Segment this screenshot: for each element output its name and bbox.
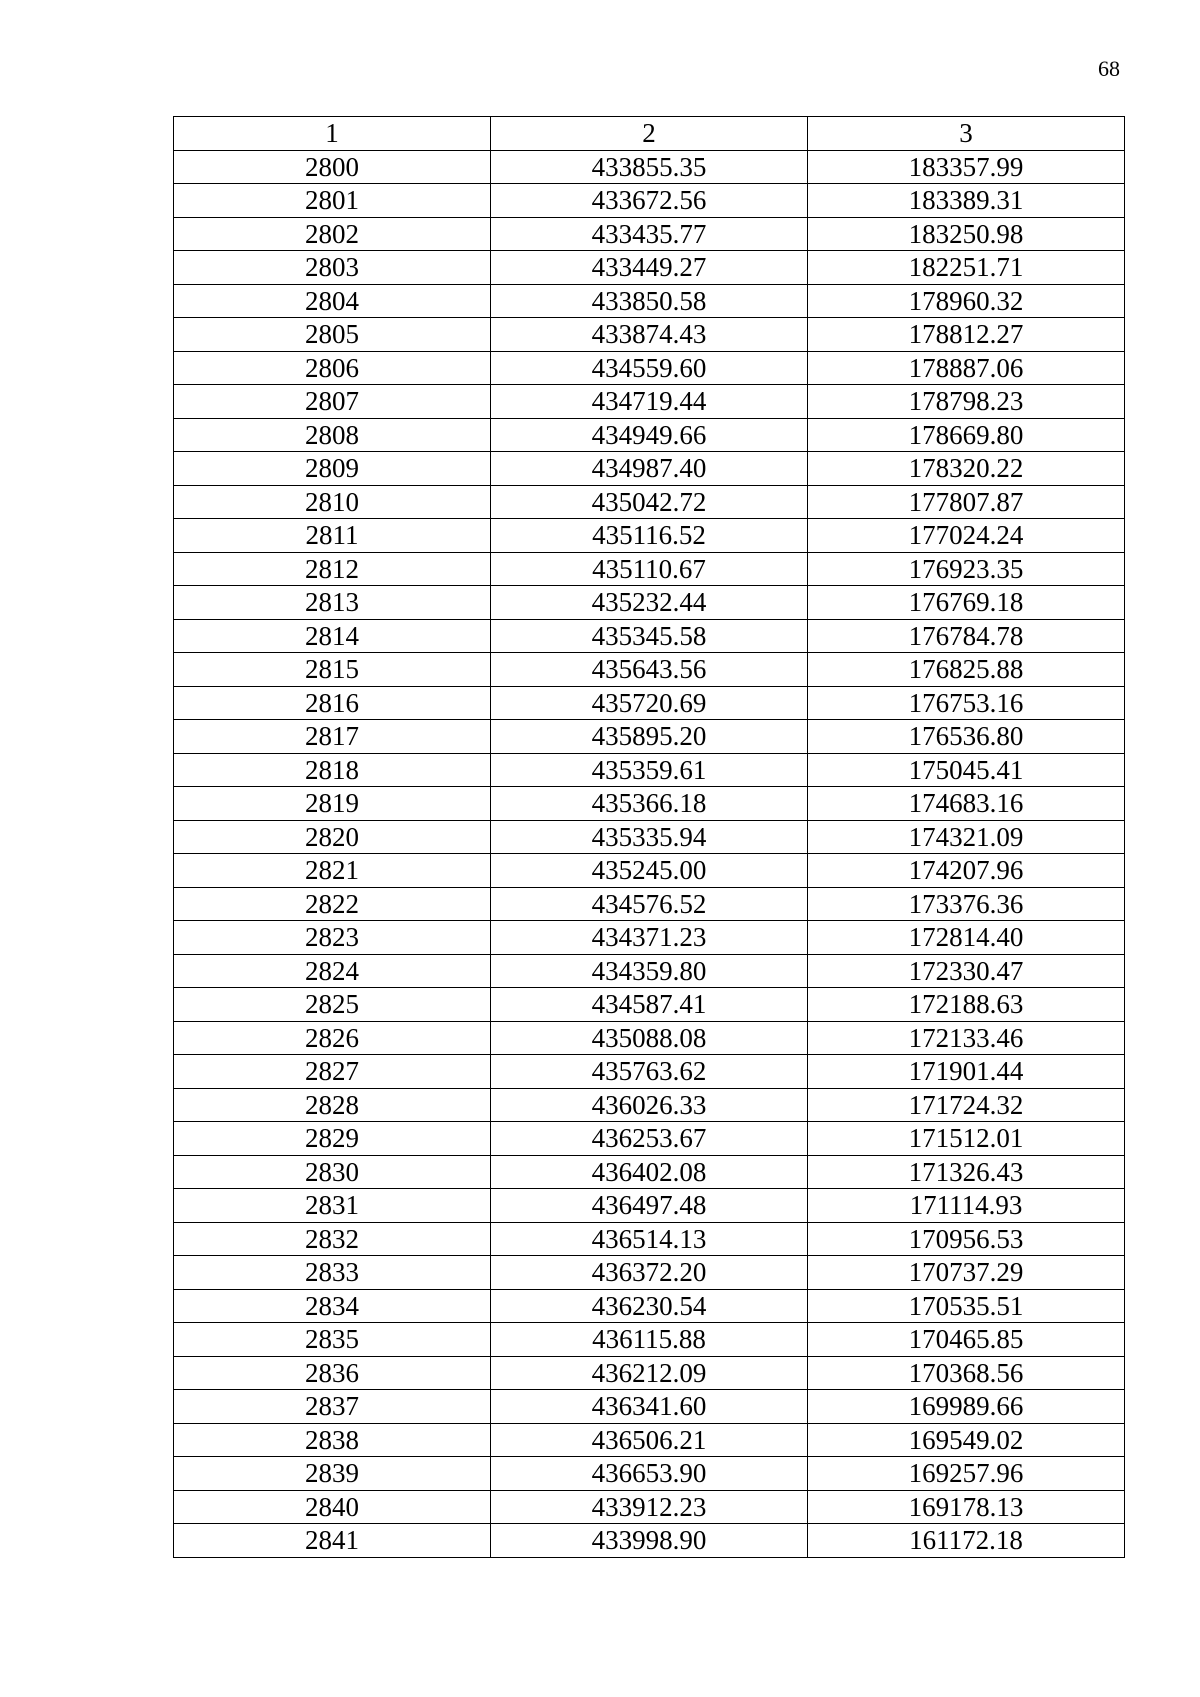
table-cell: 2815	[174, 653, 491, 687]
table-cell: 2804	[174, 284, 491, 318]
table-cell: 433449.27	[491, 251, 808, 285]
table-cell: 2810	[174, 485, 491, 519]
table-row	[174, 753, 1125, 787]
table-cell: 435366.18	[491, 787, 808, 821]
table-cell: 2828	[174, 1088, 491, 1122]
table-cell: 171901.44	[808, 1055, 1125, 1089]
table-cell: 435895.20	[491, 720, 808, 754]
table-cell: 435359.61	[491, 753, 808, 787]
table-row	[174, 318, 1125, 352]
table-row	[174, 720, 1125, 754]
table-cell: 2817	[174, 720, 491, 754]
table-cell: 435245.00	[491, 854, 808, 888]
table-cell: 2800	[174, 150, 491, 184]
table-row	[174, 954, 1125, 988]
table-cell: 435720.69	[491, 686, 808, 720]
table-cell: 435116.52	[491, 519, 808, 553]
table-cell: 170465.85	[808, 1323, 1125, 1357]
table-row	[174, 1088, 1125, 1122]
table-cell: 169989.66	[808, 1390, 1125, 1424]
table-cell: 2808	[174, 418, 491, 452]
table-cell: 177024.24	[808, 519, 1125, 553]
table-row	[174, 1423, 1125, 1457]
table-cell: 436026.33	[491, 1088, 808, 1122]
column-header-1: 1	[174, 117, 491, 151]
table-cell: 436402.08	[491, 1155, 808, 1189]
table-cell: 2834	[174, 1289, 491, 1323]
table-cell: 170737.29	[808, 1256, 1125, 1290]
table-cell: 2832	[174, 1222, 491, 1256]
column-header-2: 2	[491, 117, 808, 151]
coordinates-table	[173, 116, 1125, 1558]
table-row	[174, 552, 1125, 586]
table-cell: 2816	[174, 686, 491, 720]
table-cell: 178669.80	[808, 418, 1125, 452]
table-row	[174, 1222, 1125, 1256]
table-cell: 171326.43	[808, 1155, 1125, 1189]
table-row	[174, 586, 1125, 620]
table-cell: 176769.18	[808, 586, 1125, 620]
table-cell: 434587.41	[491, 988, 808, 1022]
table-row	[174, 1021, 1125, 1055]
table-cell: 2835	[174, 1323, 491, 1357]
table-row	[174, 418, 1125, 452]
table-cell: 172814.40	[808, 921, 1125, 955]
table-cell: 173376.36	[808, 887, 1125, 921]
table-cell: 171114.93	[808, 1189, 1125, 1223]
table-cell: 170368.56	[808, 1356, 1125, 1390]
table-cell: 2839	[174, 1457, 491, 1491]
table-row	[174, 1457, 1125, 1491]
table-row	[174, 887, 1125, 921]
table-row	[174, 653, 1125, 687]
table-cell: 2841	[174, 1524, 491, 1558]
table-cell: 433912.23	[491, 1490, 808, 1524]
table-cell: 174321.09	[808, 820, 1125, 854]
table-cell: 435763.62	[491, 1055, 808, 1089]
table-cell: 183250.98	[808, 217, 1125, 251]
table-cell: 435042.72	[491, 485, 808, 519]
table-row	[174, 385, 1125, 419]
table-cell: 178798.23	[808, 385, 1125, 419]
table-cell: 172133.46	[808, 1021, 1125, 1055]
table-cell: 436115.88	[491, 1323, 808, 1357]
table-cell: 435345.58	[491, 619, 808, 653]
table-cell: 436653.90	[491, 1457, 808, 1491]
table-cell: 2825	[174, 988, 491, 1022]
table-cell: 2809	[174, 452, 491, 486]
table-row	[174, 251, 1125, 285]
table-cell: 2807	[174, 385, 491, 419]
table-cell: 433874.43	[491, 318, 808, 352]
table-cell: 436253.67	[491, 1122, 808, 1156]
table-cell: 178960.32	[808, 284, 1125, 318]
table-cell: 435110.67	[491, 552, 808, 586]
table-row	[174, 921, 1125, 955]
table-cell: 2823	[174, 921, 491, 955]
table-cell: 175045.41	[808, 753, 1125, 787]
table-row	[174, 351, 1125, 385]
table-row	[174, 1289, 1125, 1323]
table-row	[174, 619, 1125, 653]
table-row	[174, 820, 1125, 854]
table-cell: 2830	[174, 1155, 491, 1189]
table-row	[174, 1356, 1125, 1390]
table-cell: 176825.88	[808, 653, 1125, 687]
table-cell: 2803	[174, 251, 491, 285]
table-cell: 2822	[174, 887, 491, 921]
table-cell: 2821	[174, 854, 491, 888]
table-cell: 169178.13	[808, 1490, 1125, 1524]
table-cell: 433998.90	[491, 1524, 808, 1558]
table-row	[174, 1155, 1125, 1189]
table-row	[174, 1490, 1125, 1524]
table-cell: 182251.71	[808, 251, 1125, 285]
table-cell: 434987.40	[491, 452, 808, 486]
table-cell: 2824	[174, 954, 491, 988]
table-cell: 2806	[174, 351, 491, 385]
table-row	[174, 1122, 1125, 1156]
table-cell: 171724.32	[808, 1088, 1125, 1122]
table-cell: 433850.58	[491, 284, 808, 318]
table-cell: 433435.77	[491, 217, 808, 251]
table-cell: 436506.21	[491, 1423, 808, 1457]
table-cell: 178320.22	[808, 452, 1125, 486]
column-header-3: 3	[808, 117, 1125, 151]
table-cell: 2813	[174, 586, 491, 620]
table-cell: 434559.60	[491, 351, 808, 385]
table-cell: 176753.16	[808, 686, 1125, 720]
table-cell: 178887.06	[808, 351, 1125, 385]
table-cell: 170535.51	[808, 1289, 1125, 1323]
table-row	[174, 1390, 1125, 1424]
table-row	[174, 854, 1125, 888]
table-cell: 434371.23	[491, 921, 808, 955]
table-row	[174, 284, 1125, 318]
table-cell: 435088.08	[491, 1021, 808, 1055]
table-cell: 2840	[174, 1490, 491, 1524]
table-cell: 170956.53	[808, 1222, 1125, 1256]
table-cell: 178812.27	[808, 318, 1125, 352]
table-cell: 176923.35	[808, 552, 1125, 586]
table-cell: 2826	[174, 1021, 491, 1055]
table-cell: 2818	[174, 753, 491, 787]
table-row	[174, 150, 1125, 184]
table-cell: 2819	[174, 787, 491, 821]
table-cell: 436497.48	[491, 1189, 808, 1223]
table-cell: 434359.80	[491, 954, 808, 988]
table-cell: 433855.35	[491, 150, 808, 184]
table-row	[174, 1055, 1125, 1089]
table-cell: 435335.94	[491, 820, 808, 854]
table-cell: 172330.47	[808, 954, 1125, 988]
table-cell: 2802	[174, 217, 491, 251]
table-cell: 434719.44	[491, 385, 808, 419]
table-cell: 171512.01	[808, 1122, 1125, 1156]
table-row	[174, 1524, 1125, 1558]
table-row	[174, 217, 1125, 251]
table-row	[174, 184, 1125, 218]
table-row	[174, 452, 1125, 486]
table-row	[174, 686, 1125, 720]
table-cell: 2827	[174, 1055, 491, 1089]
table-cell: 2801	[174, 184, 491, 218]
table-cell: 436514.13	[491, 1222, 808, 1256]
table-cell: 174207.96	[808, 854, 1125, 888]
table-cell: 177807.87	[808, 485, 1125, 519]
table-cell: 436372.20	[491, 1256, 808, 1290]
table-cell: 434949.66	[491, 418, 808, 452]
table-cell: 174683.16	[808, 787, 1125, 821]
table-row	[174, 1323, 1125, 1357]
table-cell: 169257.96	[808, 1457, 1125, 1491]
table-cell: 2833	[174, 1256, 491, 1290]
table-row	[174, 519, 1125, 553]
table-cell: 2814	[174, 619, 491, 653]
table-cell: 2829	[174, 1122, 491, 1156]
table-row	[174, 1256, 1125, 1290]
table-cell: 2831	[174, 1189, 491, 1223]
page-number: 68	[1098, 56, 1120, 81]
table-cell: 2836	[174, 1356, 491, 1390]
table-cell: 183357.99	[808, 150, 1125, 184]
table-row	[174, 988, 1125, 1022]
table-row	[174, 1189, 1125, 1223]
table-cell: 436212.09	[491, 1356, 808, 1390]
table-row	[174, 787, 1125, 821]
table-cell: 172188.63	[808, 988, 1125, 1022]
table-header-row	[174, 117, 1125, 151]
table-cell: 435232.44	[491, 586, 808, 620]
table-cell: 435643.56	[491, 653, 808, 687]
table-row	[174, 485, 1125, 519]
table-cell: 2820	[174, 820, 491, 854]
table-cell: 2838	[174, 1423, 491, 1457]
table-cell: 169549.02	[808, 1423, 1125, 1457]
table-cell: 436341.60	[491, 1390, 808, 1424]
table-cell: 2811	[174, 519, 491, 553]
table-cell: 176784.78	[808, 619, 1125, 653]
table-body	[174, 150, 1125, 1557]
table-cell: 2812	[174, 552, 491, 586]
table-cell: 436230.54	[491, 1289, 808, 1323]
table-cell: 161172.18	[808, 1524, 1125, 1558]
table-cell: 433672.56	[491, 184, 808, 218]
table-cell: 2805	[174, 318, 491, 352]
table-cell: 183389.31	[808, 184, 1125, 218]
table-cell: 434576.52	[491, 887, 808, 921]
table-cell: 2837	[174, 1390, 491, 1424]
table-cell: 176536.80	[808, 720, 1125, 754]
